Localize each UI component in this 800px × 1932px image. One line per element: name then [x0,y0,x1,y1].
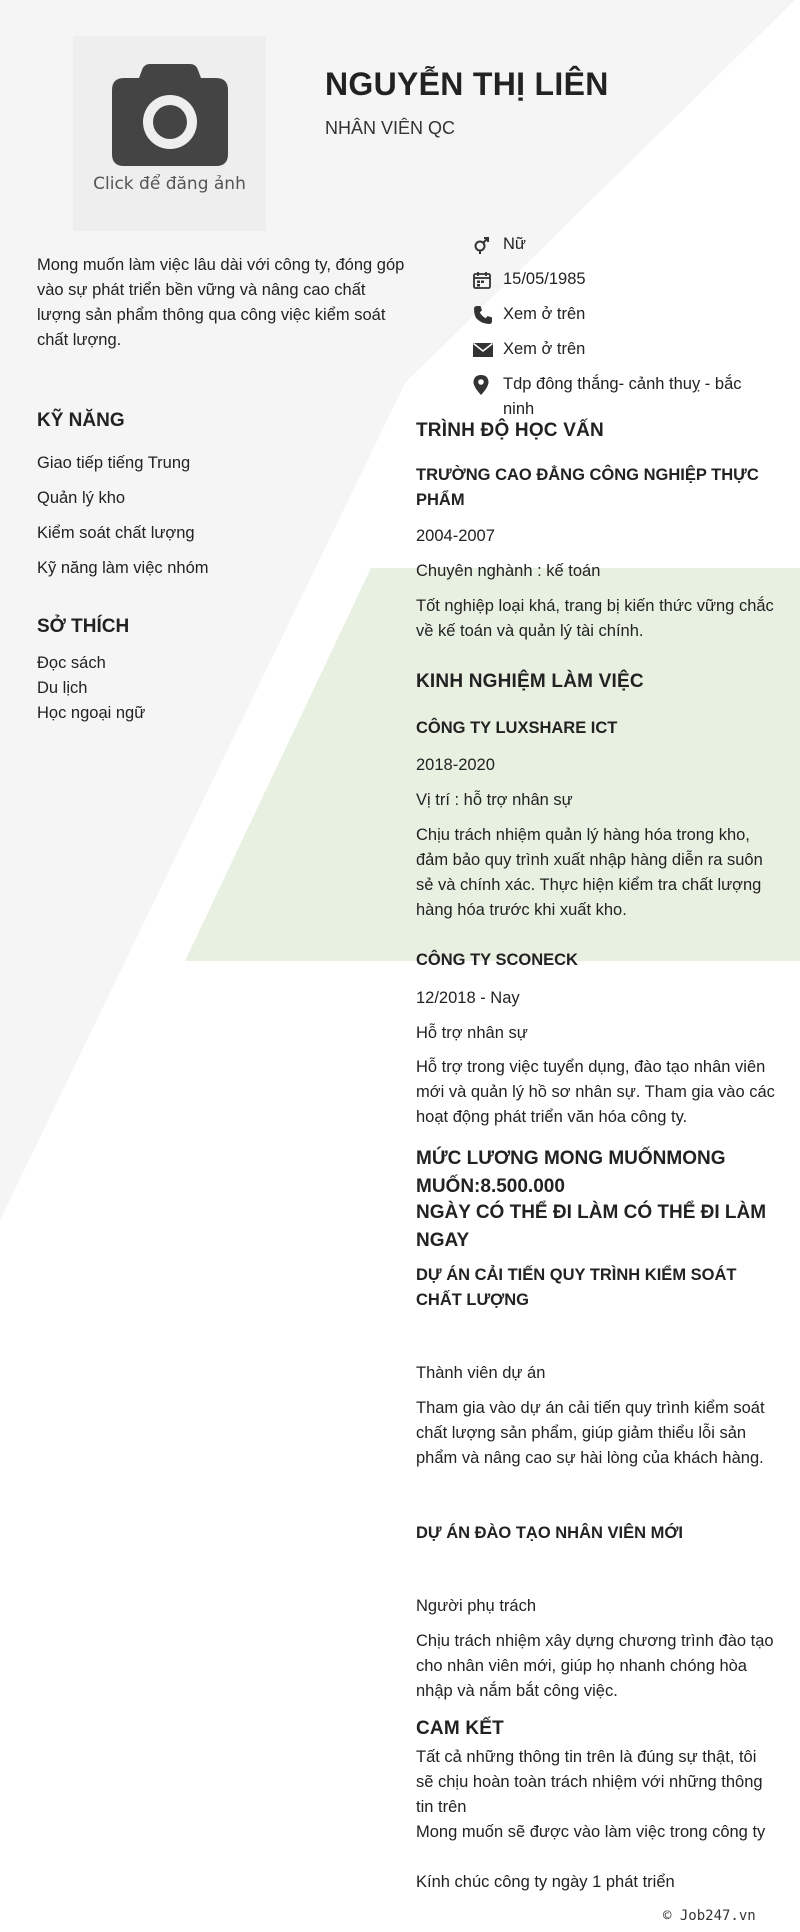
contact-address [473,372,753,422]
education-period: 2004-2007 [416,527,495,545]
address-value: Tdp đông thắng- cảnh thuỵ - bắc ninh [503,375,742,418]
camera-icon [112,64,228,168]
skill-item: Quản lý kho [37,489,126,507]
commitment-line: Tất cả những thông tin trên là đúng sự thật, tôi sẽ chịu hoàn toàn trách nhiệm với những thông tin trên [416,1748,763,1816]
education-title: TRÌNH ĐỘ HỌC VẤN [416,420,604,441]
availability: NGÀY CÓ THỂ ĐI LÀM CÓ THỂ ĐI LÀM NGAY [416,1202,767,1251]
job-description: Hỗ trợ trong việc tuyển dụng, đào tạo nhân viên mới và quản lý hồ sơ nhân sự. Tham gia vào các hoạt động phát triển văn hóa công ty. [416,1058,775,1126]
candidate-name: NGUYỄN THỊ LIÊN [325,66,609,102]
commitment-title: CAM KẾT [416,1718,504,1739]
career-objective: Mong muốn làm việc lâu dài với công ty, đóng góp vào sự phát triển bền vững và nâng cao chất lượng sản phẩm thông qua công việc kiểm soát chất lượng. [37,256,405,349]
photo-upload[interactable] [73,36,266,231]
birthday-value: 15/05/1985 [503,270,586,288]
contact-birthday [473,267,753,292]
job-role: Vị trí : hỗ trợ nhân sự [416,791,573,809]
project-name: DỰ ÁN CẢI TIẾN QUY TRÌNH KIỂM SOÁT CHẤT LƯỢNG [416,1266,737,1309]
gender-icon [473,232,503,257]
contact-gender [473,232,753,257]
candidate-position: NHÂN VIÊN QC [325,118,456,138]
commitment-line: Kính chúc công ty ngày 1 phát triển [416,1873,675,1891]
skill-item: Giao tiếp tiếng Trung [37,454,191,472]
education-major: Chuyên nghành : kế toán [416,562,601,580]
skills-list [37,452,209,592]
commitment-line: Mong muốn sẽ được vào làm việc trong công ty [416,1823,766,1841]
job-period: 2018-2020 [416,756,495,774]
contact-phone [473,302,753,327]
experience-title: KINH NGHIỆM LÀM VIỆC [416,671,644,692]
job-role: Hỗ trợ nhân sự [416,1024,528,1042]
skills-title: KỸ NĂNG [37,410,125,431]
email-value: Xem ở trên [503,340,586,358]
hobbies-title: SỞ THÍCH [37,616,130,637]
footer-copyright: © Job247.vn [663,1908,756,1924]
hobby-item: Đọc sách [37,654,106,672]
hobbies-list [37,652,145,727]
photo-upload-label: Click để đăng ảnh [93,174,246,194]
phone-value: Xem ở trên [503,305,586,323]
project-description: Tham gia vào dự án cải tiến quy trình kiểm soát chất lượng sản phẩm, giúp giảm thiểu lỗi sản phẩm và nâng cao sự hài lòng của khách hàng. [416,1399,765,1467]
project-name: DỰ ÁN ĐÀO TẠO NHÂN VIÊN MỚI [416,1524,684,1542]
phone-icon [473,302,503,327]
skill-item: Kỹ năng làm việc nhóm [37,559,209,577]
expected-salary: MỨC LƯƠNG MONG MUỐNMONG MUỐN:8.500.000 [416,1148,726,1197]
calendar-icon [473,267,503,292]
education-school: TRƯỜNG CAO ĐẲNG CÔNG NGHIỆP THỰC PHẨM [416,466,759,509]
education-description: Tốt nghiệp loại khá, trang bị kiến thức vững chắc về kế toán và quản lý tài chính. [416,597,774,640]
email-icon [473,337,503,362]
job-description: Chịu trách nhiệm quản lý hàng hóa trong kho, đảm bảo quy trình xuất nhập hàng diễn ra suôn sẻ và chính xác. Thực hiện kiểm tra chất lượng hàng hóa trước khi xuất kho. [416,826,763,919]
project-role: Người phụ trách [416,1597,537,1615]
job-period: 12/2018 - Nay [416,989,520,1007]
project-role: Thành viên dự án [416,1364,546,1382]
gender-value: Nữ [503,235,526,253]
hobby-item: Học ngoại ngữ [37,704,146,722]
hobby-item: Du lịch [37,679,88,697]
project-description: Chịu trách nhiệm xây dựng chương trình đào tạo cho nhân viên mới, giúp họ nhanh chóng hòa nhập và nắm bắt công việc. [416,1632,774,1700]
contact-list [473,232,753,432]
job-company: CÔNG TY SCONECK [416,951,578,969]
location-pin-icon [473,372,503,397]
contact-email [473,337,753,362]
job-company: CÔNG TY LUXSHARE ICT [416,719,618,737]
skill-item: Kiểm soát chất lượng [37,524,195,542]
